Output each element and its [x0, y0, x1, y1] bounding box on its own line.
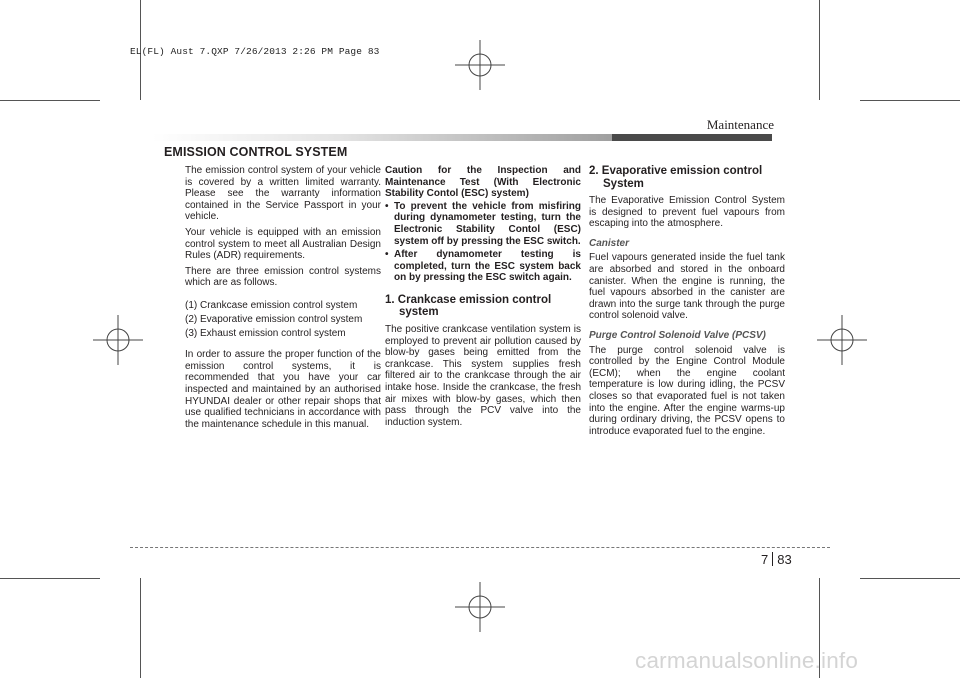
section-heading [589, 165, 785, 190]
bullet-item [385, 249, 581, 284]
paragraph: There are three emission control systems which are as follows. [185, 265, 381, 289]
list-item: (2) Evaporative emission control system [185, 314, 363, 326]
heading-line: 2. Evaporative emission control [589, 165, 763, 177]
page-number [761, 552, 792, 567]
list-item: (1) Crankcase emission control system [185, 299, 358, 311]
heading-line: System [603, 177, 644, 190]
heading-line: system [399, 306, 439, 319]
paragraph: The emission control system of your vehicle is covered by a written limited warranty. Please see the warranty information contained in the Service Passport in your vehicle. [185, 165, 381, 223]
registration-target-icon [455, 40, 505, 90]
bullet-text: To prevent the vehicle from misfiring during dynamometer testing, turn the Electronic Stability Contol (ESC) system off by pressing the ESC switch. [394, 200, 581, 247]
subheading: Purge Control Solenoid Valve (PCSV) [589, 329, 766, 341]
crop-mark [819, 0, 820, 100]
crop-mark [860, 578, 960, 579]
paragraph: The Evaporative Emission Control System is designed to prevent fuel vapours from escaping into the atmosphere. [589, 195, 785, 230]
registration-target-icon [817, 315, 867, 365]
column-3 [589, 165, 785, 441]
subheading: Canister [589, 237, 630, 249]
paragraph: Fuel vapours generated inside the fuel tank are absorbed and stored in the onboard canister. When the engine is running, the fuel vapours absorbed in the canister are drawn into the surge tank through the purge control solenoid valve. [589, 252, 785, 322]
crop-mark [860, 100, 960, 101]
bullet-text: After dynamometer testing is completed, turn the ESC system back on by pressing the ESC switch again. [394, 249, 581, 284]
crop-mark [0, 100, 100, 101]
column-1 [185, 165, 381, 434]
footer-divider [130, 547, 830, 548]
registration-target-icon [93, 315, 143, 365]
page-title: EMISSION CONTROL SYSTEM [164, 145, 348, 159]
section-title: Maintenance [706, 117, 774, 132]
page-separator [772, 552, 773, 566]
heading-line: 1. Crankcase emission control [385, 293, 552, 306]
crop-mark [0, 578, 100, 579]
bullet-icon: • [385, 249, 389, 261]
paragraph: The positive crankcase ventilation system is employed to prevent air pollution caused by blow-by gases being emitted from the crankcase. This system supplies fresh filtered air to the crankcase through the air intake hose. Inside the crankcase, the fresh air mixes with blow-by gases, which then pass through the PCV valve into the induction system. [385, 323, 581, 428]
paragraph: The purge control solenoid valve is controlled by the Engine Control Module (ECM); when the engine coolant temperature is low during idling, the PCSV closes so that evaporated fuel is not taken into the engine. After the engine warms-up during ordinary driving, the PCSV opens to introduce evaporated fuel to the engine. [589, 344, 785, 437]
bullet-icon: • [385, 200, 389, 212]
paragraph: In order to assure the proper function of the emission control systems, it is recommended that you have your car inspected and maintained by an authorised HYUNDAI dealer or other repair shops that use qualified technicians in accordance with the maintenance schedule in this manual. [185, 349, 381, 430]
section-heading [385, 294, 581, 319]
list-item: (3) Exhaust emission control system [185, 328, 346, 340]
paragraph: Your vehicle is equipped with an emission control system to meet all Australian Design Rules (ADR) requirements. [185, 226, 381, 262]
bullet-item [385, 201, 581, 247]
chapter-number: 7 [761, 552, 769, 567]
column-2 [385, 165, 581, 432]
crop-mark [140, 578, 141, 678]
registration-target-icon [455, 582, 505, 632]
caution-title: Caution for the Inspection and Maintenance Test (With Electronic Stability Contol (ESC) system) [385, 165, 581, 200]
print-slug: EL(FL) Aust 7.QXP 7/26/2013 2:26 PM Page 83 [130, 46, 380, 57]
page-number-value: 83 [777, 552, 792, 567]
header-band-accent [612, 134, 772, 141]
watermark: carmanualsonline.info [635, 648, 859, 673]
